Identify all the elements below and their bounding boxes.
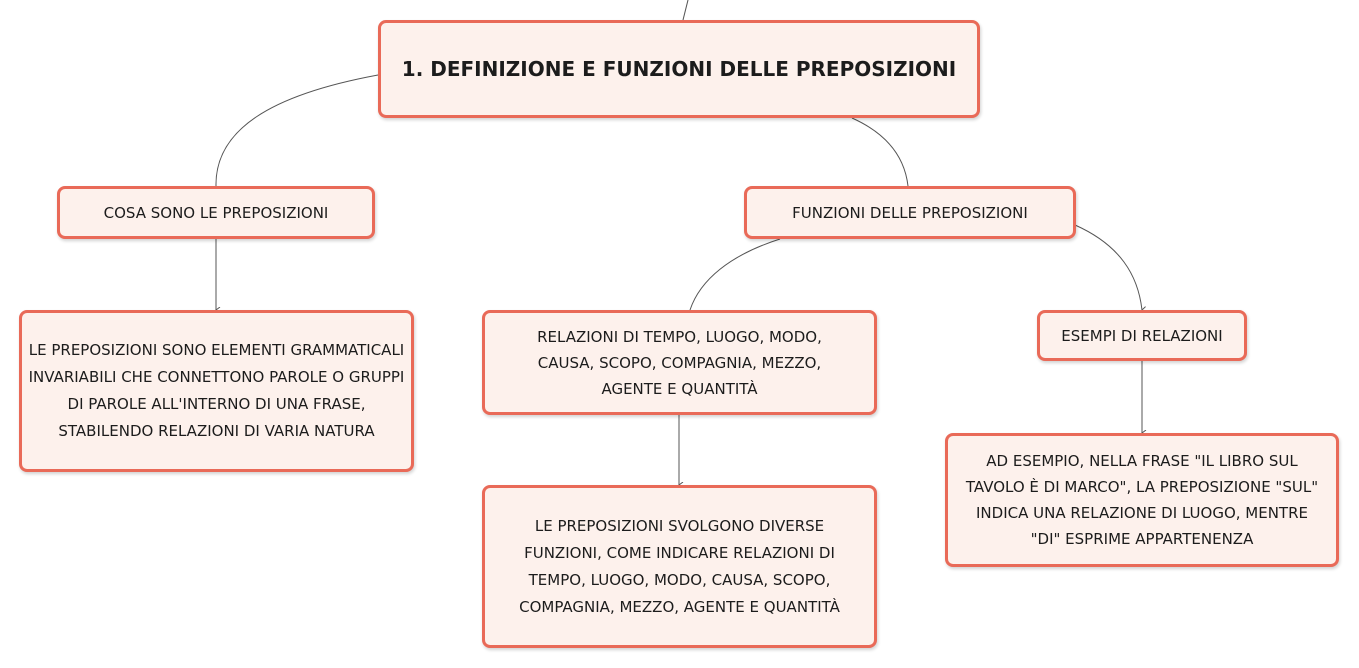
topic-funzioni[interactable] bbox=[744, 186, 1076, 239]
topic-cosa-sono[interactable] bbox=[57, 186, 375, 239]
topic-esempi-label: ESEMPI DI RELAZIONI bbox=[1061, 326, 1223, 345]
topic-definizione[interactable] bbox=[19, 310, 414, 472]
edge-funzioni-to-relazioni bbox=[690, 239, 780, 310]
topic-relazioni-label: RELAZIONI DI TEMPO, LUOGO, MODO, CAUSA, SCOPO, COMPAGNIA, MEZZO, AGENTE E QUANTITÀ bbox=[537, 327, 822, 398]
edge-funzioni-to-esempi bbox=[1075, 225, 1142, 310]
edge-parent-to-root bbox=[683, 0, 688, 20]
root-topic-label: 1. DEFINIZIONE E FUNZIONI DELLE PREPOSIZIONI bbox=[401, 57, 957, 81]
topic-funzioni-label: FUNZIONI DELLE PREPOSIZIONI bbox=[792, 203, 1028, 222]
topic-funzioni-desc-label: LE PREPOSIZIONI SVOLGONO DIVERSE FUNZIONI, COME INDICARE RELAZIONI DI TEMPO, LUOGO, MODO, CAUSA, SCOPO, COMPAGNIA, MEZZO, AGENTE E QUANTITÀ bbox=[519, 516, 840, 616]
topic-cosa-sono-label: COSA SONO LE PREPOSIZIONI bbox=[103, 203, 329, 222]
root-topic[interactable] bbox=[378, 20, 980, 118]
topic-relazioni[interactable] bbox=[482, 310, 877, 415]
topic-definizione-label: LE PREPOSIZIONI SONO ELEMENTI GRAMMATICALI INVARIABILI CHE CONNETTONO PAROLE O GRUPPI DI PAROLE ALL'INTERNO DI UNA FRASE, STABILENDO RELAZIONI DI VARIA NATURA bbox=[28, 341, 405, 440]
edge-root-to-cosa bbox=[216, 75, 378, 186]
topic-esempi[interactable] bbox=[1037, 310, 1247, 361]
topic-esempio[interactable] bbox=[945, 433, 1339, 567]
topic-esempio-label: AD ESEMPIO, NELLA FRASE "IL LIBRO SUL TAVOLO È DI MARCO", LA PREPOSIZIONE "SUL" INDICA UNA RELAZIONE DI LUOGO, MENTRE "DI" ESPRIME APPARTENENZA bbox=[965, 452, 1319, 548]
edge-root-to-funzioni bbox=[852, 118, 908, 186]
topic-funzioni-desc[interactable] bbox=[482, 485, 877, 648]
